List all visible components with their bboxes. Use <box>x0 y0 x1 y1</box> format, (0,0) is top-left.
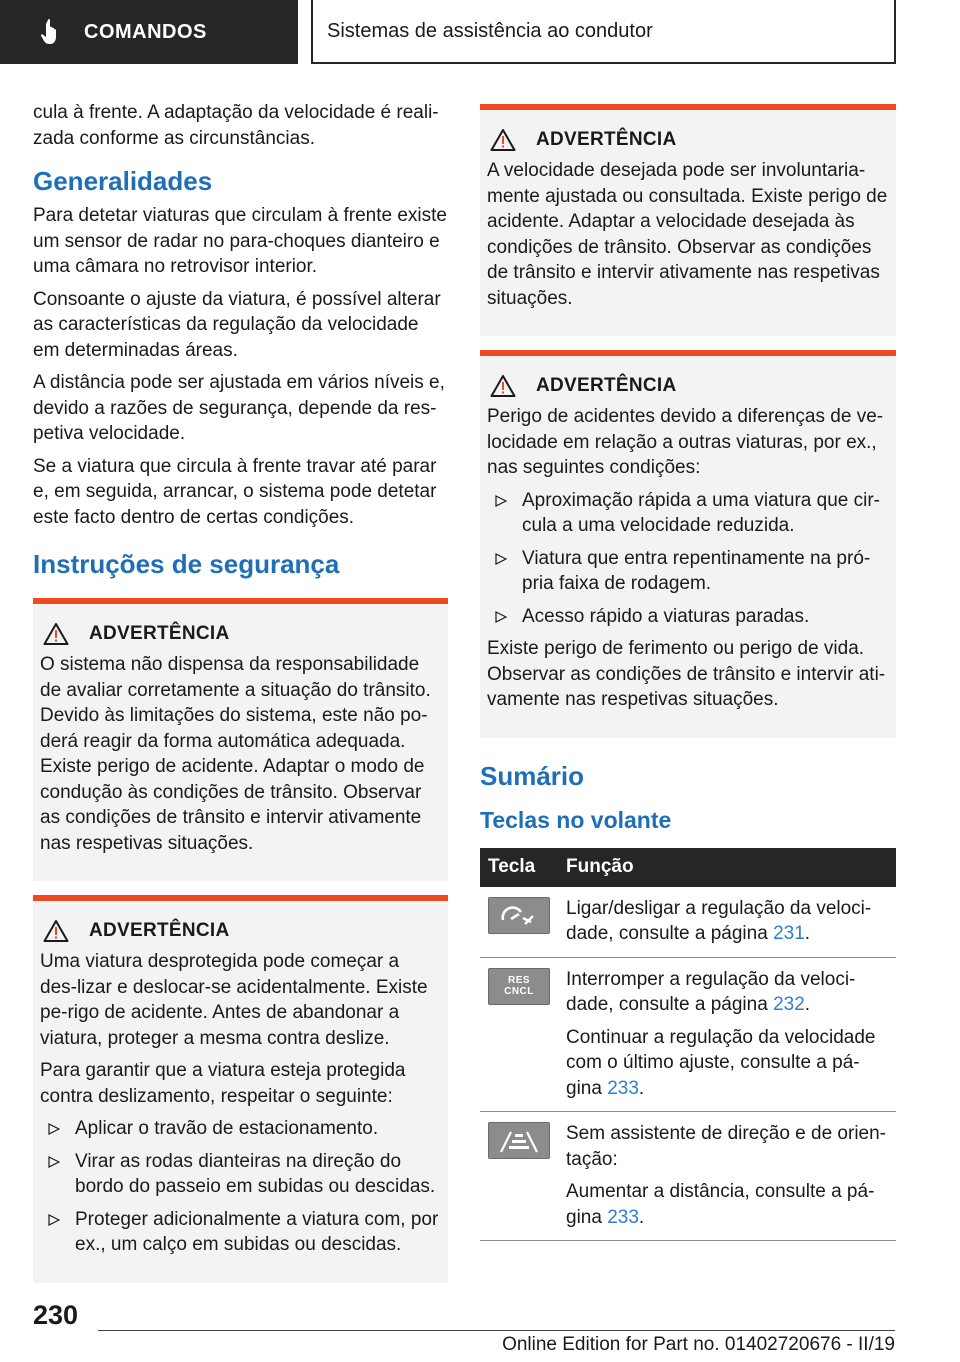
keys-table <box>480 848 896 1242</box>
page-reference-link[interactable]: 232 <box>773 994 805 1015</box>
warning-header <box>487 128 889 152</box>
page-reference-link[interactable]: 231 <box>773 923 805 944</box>
generalidades-heading: Generalidades <box>33 166 213 196</box>
warning-header <box>40 919 441 943</box>
warning-box <box>33 598 448 881</box>
function-text: Ligar/desligar a regulação da veloci-dade, consulte a página 231. <box>566 897 872 944</box>
section-tab-label: COMANDOS <box>84 20 207 43</box>
warning-triangle-icon <box>490 374 516 398</box>
warning-title: ADVERTÊNCIA <box>89 623 230 644</box>
bullet-triangle-icon <box>495 495 507 507</box>
generalidades-paragraph: Para detetar viaturas que circulam à frente existe um sensor de radar no para-choques dianteiro e uma câmara no retrovisor interior. <box>33 205 447 277</box>
list-item <box>40 1116 441 1142</box>
list-item-text: Aproximação rápida a uma viatura que cir-cula a uma velocidade reduzida. <box>522 489 881 536</box>
generalidades-paragraph: A distância pode ser ajustada em vários níveis e, devido a razões de segurança, depende da res-petiva velocidade. <box>33 372 445 444</box>
bullet-triangle-icon <box>495 611 507 623</box>
warning-header <box>40 622 441 646</box>
footer-divider <box>98 1330 895 1331</box>
list-item-text: Virar as rodas dianteiras na direção do bordo do passeio em subidas ou descidas. <box>75 1150 436 1197</box>
warning-box <box>480 104 896 336</box>
list-item <box>40 1207 441 1258</box>
chapter-title: Sistemas de assistência ao condutor <box>311 0 896 64</box>
column-header-key: Tecla <box>480 848 558 887</box>
warning-text: Para garantir que a viatura esteja protegida contra deslizamento, respeitar o seguinte: <box>40 1060 406 1107</box>
distance-adjust-icon[interactable] <box>488 1122 550 1159</box>
bullet-triangle-icon <box>48 1123 60 1135</box>
left-column <box>33 100 448 1297</box>
edition-note: Online Edition for Part no. 01402720676 - II/19 <box>502 1334 895 1355</box>
warning-list <box>487 488 889 630</box>
list-item-text: Proteger adicionalmente a viatura com, por ex., um calço em subidas ou descidas. <box>75 1208 439 1255</box>
pointing-hand-icon <box>40 18 64 46</box>
bullet-triangle-icon <box>48 1156 60 1168</box>
function-cell <box>558 887 896 958</box>
function-text: Interromper a regulação da veloci-dade, consulte a página 232. <box>566 968 856 1015</box>
warning-triangle-icon <box>43 919 69 943</box>
warning-text: A velocidade desejada pode ser involuntaria-mente ajustada ou consultada. Existe perigo de acidente. Adaptar a velocidade desejada às condições de trânsito. Observar as condições de trânsito e intervir ativamente nas respetivas situações. <box>487 160 888 309</box>
warning-triangle-icon <box>43 622 69 646</box>
table-header-row <box>480 848 896 887</box>
warning-list <box>40 1116 441 1258</box>
seguranca-heading: Instruções de segurança <box>33 549 340 579</box>
list-item <box>487 546 889 597</box>
sumario-heading: Sumário <box>480 760 585 791</box>
table-row <box>480 1112 896 1241</box>
function-cell <box>558 1112 896 1241</box>
list-item-text: Viatura que entra repentinamente na pró-pria faixa de rodagem. <box>522 547 871 594</box>
function-cell <box>558 957 896 1112</box>
teclas-heading: Teclas no volante <box>480 806 672 833</box>
bullet-triangle-icon <box>48 1214 60 1226</box>
function-text: Continuar a regulação da velocidade com o último ajuste, consulte a pá-gina 233. <box>566 1026 876 1099</box>
intro-paragraph: cula à frente. A adaptação da velocidade é reali-zada conforme as circunstâncias. <box>33 102 439 149</box>
warning-title: ADVERTÊNCIA <box>536 129 677 150</box>
section-tab[interactable] <box>0 0 298 64</box>
warning-text: Existe perigo de ferimento ou perigo de vida. Observar as condições de trânsito e intervir ati-vamente nas respetivas situações. <box>487 638 886 710</box>
warning-text: Perigo de acidentes devido a diferenças de ve-locidade em relação a outras viaturas, por ex., nas seguintes condições: <box>487 406 884 478</box>
page-reference-link[interactable]: 233 <box>607 1206 639 1228</box>
list-item <box>487 604 889 630</box>
page-number: 230 <box>33 1300 79 1330</box>
warning-triangle-icon <box>490 128 516 152</box>
page-reference-link[interactable]: 233 <box>607 1077 639 1099</box>
warning-text: Uma viatura desprotegida pode começar a des-lizar e deslocar-se acidentalmente. Existe pe-rigo de acidente. Antes de abandonar a viatura, proteger a mesma contra deslize. <box>40 951 428 1049</box>
column-header-function: Função <box>558 848 896 887</box>
bullet-triangle-icon <box>495 553 507 565</box>
warning-box <box>33 895 448 1283</box>
right-column <box>480 104 896 1241</box>
list-item-text: Acesso rápido a viaturas paradas. <box>522 605 810 627</box>
table-row <box>480 957 896 1112</box>
warning-box <box>480 350 896 738</box>
res-cncl-button-icon[interactable]: RES CNCL <box>488 968 550 1005</box>
function-text: Sem assistente de direção e de orien-tação: <box>566 1123 887 1170</box>
list-item <box>40 1149 441 1200</box>
table-row <box>480 887 896 958</box>
generalidades-paragraph: Se a viatura que circula à frente travar até parar e, em seguida, arrancar, o sistema pode detetar este facto dentro de certas condições. <box>33 455 437 528</box>
list-item <box>487 488 889 539</box>
cruise-control-speedometer-icon[interactable] <box>488 897 550 934</box>
generalidades-paragraph: Consoante o ajuste da viatura, é possível alterar as características da regulação da velocidade em determinadas áreas. <box>33 288 441 361</box>
function-text: Aumentar a distância, consulte a pá-gina 233. <box>566 1181 875 1228</box>
warning-text: O sistema não dispensa da responsabilidade de avaliar corretamente a situação do trânsito. Devido às limitações do sistema, este não po-derá reagir da forma automática adequada. Existe perigo de acidente. Adaptar o modo de condução às condições de trânsito. Observar as condições de trânsito e intervir ativamente nas respetivas situações. <box>40 654 431 854</box>
list-item-text: Aplicar o travão de estacionamento. <box>75 1118 379 1139</box>
page-header <box>0 0 960 66</box>
warning-header <box>487 374 889 398</box>
warning-title: ADVERTÊNCIA <box>536 375 677 396</box>
warning-title: ADVERTÊNCIA <box>89 920 230 941</box>
